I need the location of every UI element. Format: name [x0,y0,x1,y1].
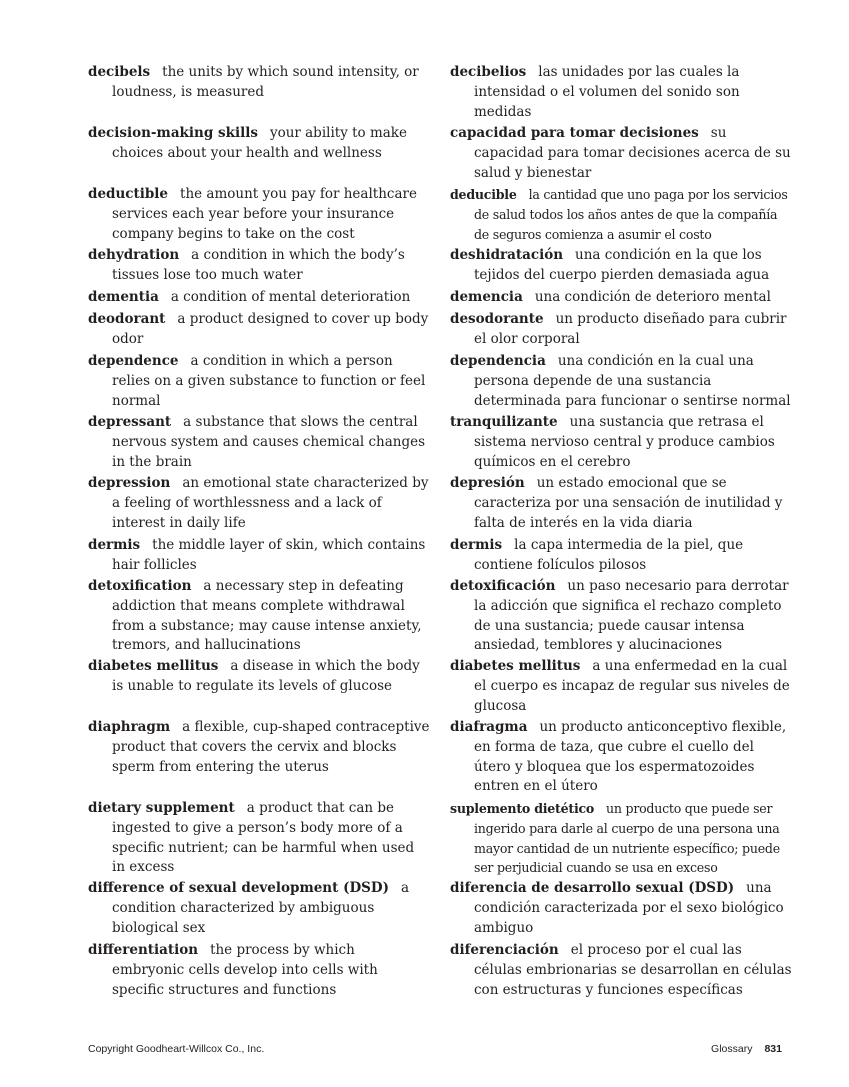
definition: a condition in which a person relies on a given substance to function or feel normal [112,353,426,409]
glossary-entry [88,657,430,697]
definition: su capacidad para tomar decisiones acerca de su salud y bienestar [474,125,791,181]
definition: las unidades por las cuales la intensidad o el volumen del sonido son medidas [474,64,740,120]
glossary-entry [450,63,792,122]
term: detoxificación [450,578,556,594]
term: diferencia de desarrollo sexual (DSD) [450,880,735,896]
definition: un producto que puede ser ingerido para darle al cuerpo de una persona una mayor cantidad de un nutriente específico; puede ser perjudicial cuando se usa en exceso [474,801,780,876]
term: difference of sexual development (DSD) [88,880,390,896]
definition: una condición caracterizada por el sexo biológico ambiguo [474,880,784,936]
glossary-entry [88,413,430,472]
term: depression [88,475,171,491]
definition: the units by which sound intensity, or loudness, is measured [112,64,419,100]
glossary-entry [450,288,792,308]
definition: a una enfermedad en la cual el cuerpo es incapaz de regular sus niveles de glucosa [474,658,790,714]
glossary-entry [88,352,430,411]
term: dermis [88,537,141,553]
glossary-entry [450,474,792,533]
term: diabetes mellitus [88,658,219,674]
definition: a substance that slows the central nervous system and causes chemical changes in the brain [112,414,426,470]
glossary-entry [450,536,792,576]
term: deshidratación [450,247,564,263]
term: dermis [450,537,503,553]
term: diabetes mellitus [450,658,581,674]
term: decision-making skills [88,125,258,141]
glossary-entry [88,288,430,308]
glossary-entry [88,577,430,656]
definition: a disease in which the body is unable to regulate its levels of glucose [112,658,420,694]
glossary-entry [88,536,430,576]
term: diferenciación [450,942,559,958]
glossary-entry [450,124,792,183]
term: decibels [88,64,151,80]
definition: a necessary step in defeating addiction that means complete withdrawal from a substance; may cause intense anxiety, tremors, and hallucinations [112,578,422,654]
glossary-entry [450,246,792,286]
definition: a product designed to cover up body odor [112,311,429,347]
definition: a condition characterized by ambiguous biological sex [112,880,410,936]
definition: the process by which embryonic cells develop into cells with specific structures and functions [112,942,378,998]
definition: a condition in which the body’s tissues lose too much water [112,247,405,283]
definition: una condición en la que los tejidos del cuerpo pierden demasiada agua [474,247,770,283]
definition: el proceso por el cual las células embrionarias se desarrollan en células con estructuras y funciones específicas [474,942,792,998]
glossary-entry [88,941,430,1000]
definition: una condición de deterioro mental [534,289,771,305]
definition: un paso necesario para derrotar la adicción que significa el rechazo completo de una sustancia; puede causar intensa ansiedad, temblores y alucinaciones [474,578,789,654]
glossary-entry [450,718,792,797]
glossary-entry [450,657,792,716]
term: dehydration [88,247,180,263]
definition: a condition of mental deterioration [170,289,411,305]
definition: una sustancia que retrasa el sistema nervioso central y produce cambios químicos en el cerebro [474,414,775,470]
term: depressant [88,414,172,430]
term: tranquilizante [450,414,558,430]
glossary-entry [88,799,430,878]
term: deductible [88,186,169,202]
glossary-entry [450,185,792,244]
term: dependence [88,353,179,369]
definition: a product that can be ingested to give a person’s body more of a specific nutrient; can be harmful when used in excess [112,800,415,876]
glossary-entry [450,310,792,350]
glossary-entry [88,246,430,286]
term: depresión [450,475,525,491]
definition: the amount you pay for healthcare services each year before your insurance company begins to take on the cost [112,186,417,242]
definition: un producto anticonceptivo flexible, en forma de taza, que cubre el cuello del útero y bloquea que los espermatozoides entren en el útero [474,719,787,795]
term: detoxification [88,578,192,594]
copyright-notice: Copyright Goodheart-Willcox Co., Inc. [88,1043,265,1055]
term: deodorant [88,311,166,327]
definition: la capa intermedia de la piel, que contiene folículos pilosos [474,537,744,573]
page-footer [711,1043,782,1055]
term: capacidad para tomar decisiones [450,125,699,141]
definition: a flexible, cup-shaped contraceptive product that covers the cervix and blocks sperm from entering the uterus [112,719,430,775]
term: suplemento dietético [450,801,595,816]
term: dependencia [450,353,546,369]
term: deducible [450,187,517,202]
definition: your ability to make choices about your health and wellness [112,125,407,161]
glossary-entry [450,941,792,1000]
glossary-entry [88,63,430,103]
term: diaphragm [88,719,171,735]
page-number: 831 [764,1043,782,1055]
glossary-entry [88,185,430,244]
definition: un producto diseñado para cubrir el olor corporal [474,311,787,347]
term: differentiation [88,942,199,958]
glossary-entry [450,352,792,411]
definition: la cantidad que uno paga por los servicios de salud todos los años antes de que la compañía de seguros comienza a asumir el costo [474,187,788,242]
glossary-entry [88,879,430,938]
term: dietary supplement [88,800,235,816]
definition: an emotional state characterized by a feeling of worthlessness and a lack of interest in daily life [112,475,429,531]
term: diafragma [450,719,528,735]
definition: un estado emocional que se caracteriza por una sensación de inutilidad y falta de interés en la vida diaria [474,475,783,531]
glossary-entry [450,799,792,878]
glossary-entry [88,718,430,777]
term: dementia [88,289,159,305]
section-label: Glossary [711,1043,753,1055]
glossary-entry [88,474,430,533]
glossary-entry [88,310,430,350]
glossary-entry [450,577,792,656]
term: decibelios [450,64,527,80]
glossary-entry [450,879,792,938]
glossary-entry [88,124,430,164]
term: demencia [450,289,523,305]
definition: the middle layer of skin, which contains hair follicles [112,537,426,573]
term: desodorante [450,311,544,327]
glossary-entry [450,413,792,472]
definition: una condición en la cual una persona depende de una sustancia determinada para funcionar o sentirse normal [474,353,791,409]
